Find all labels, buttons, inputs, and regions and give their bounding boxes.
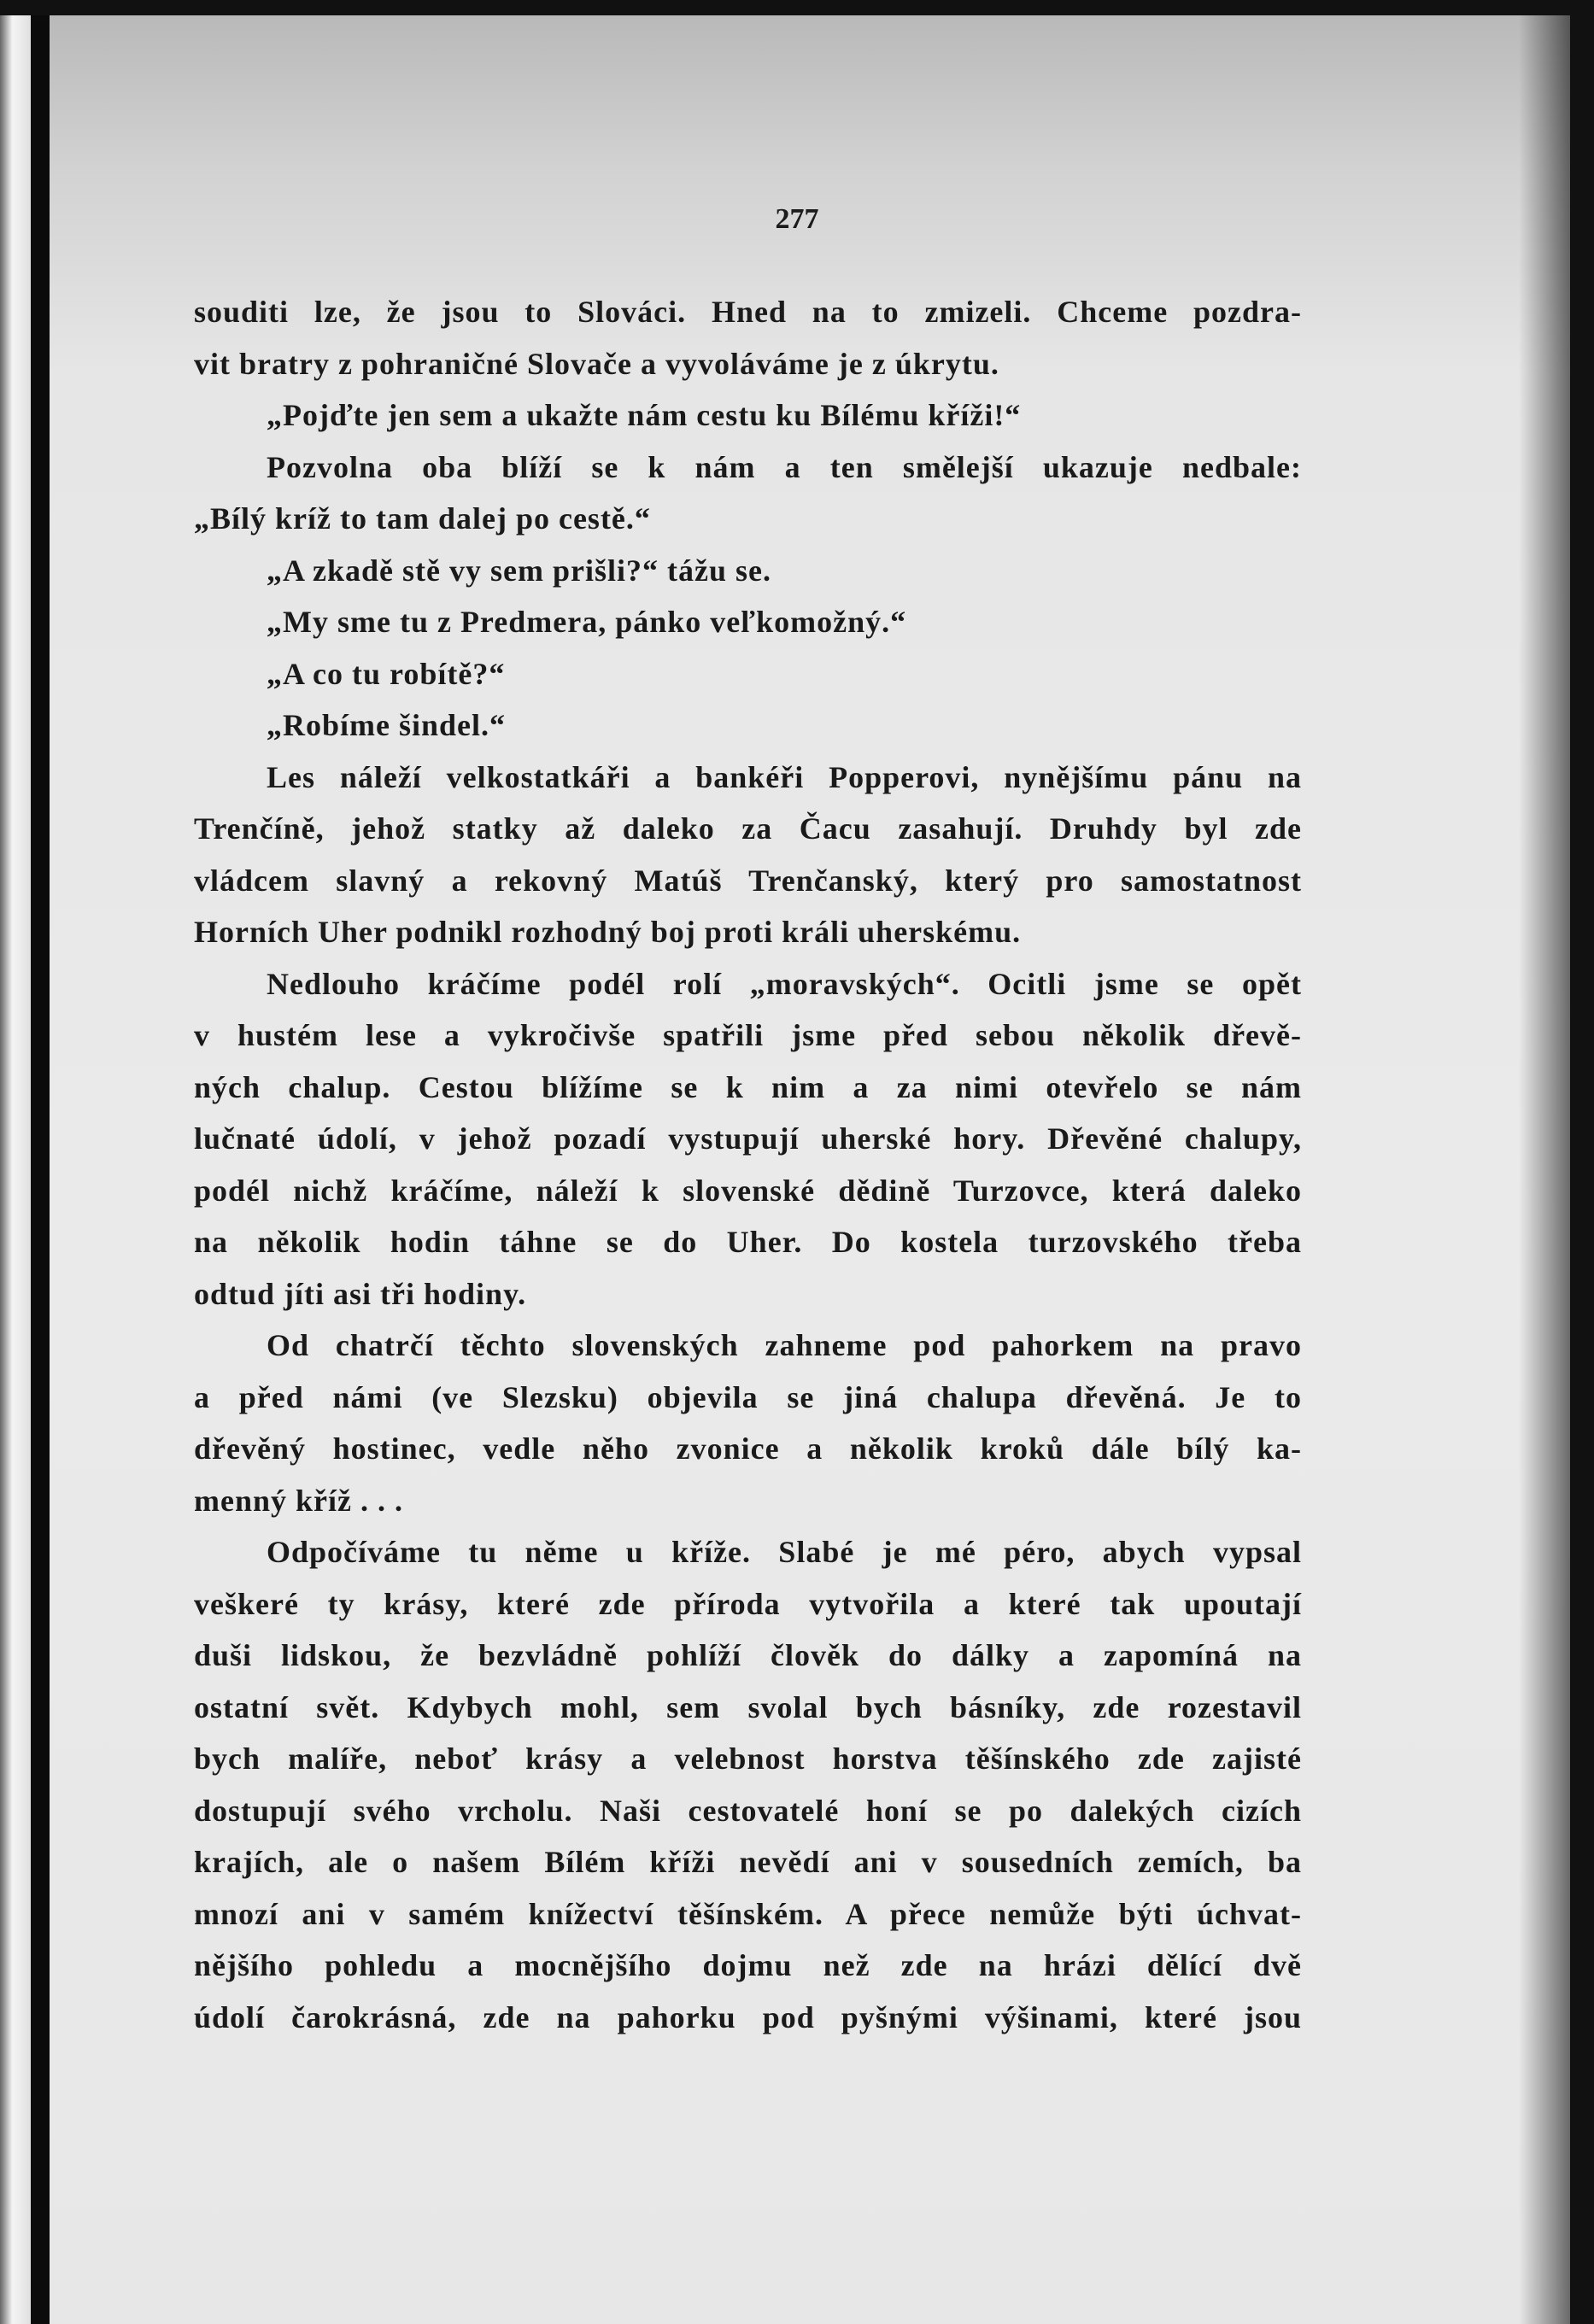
text-line: vládcem slavný a rekovný Matúš Trenčanský, který pro samostatnost xyxy=(194,863,1302,898)
text-line: Nedlouho kráčíme podél rolí „moravských“. Ocitli jsme se opět xyxy=(267,966,1302,1001)
text-line: ných chalup. Cestou blížíme se k nim a za nimi otevřelo se nám xyxy=(194,1069,1302,1104)
text-line: „A co tu robítě?“ xyxy=(267,656,506,691)
text-line: mnozí ani v samém knížectví těšínském. A přece nemůže býti úchvat- xyxy=(194,1896,1302,1931)
text-line: Odpočíváme tu něme u kříže. Slabé je mé péro, abych vypsal xyxy=(267,1535,1302,1569)
text-line: dřevěný hostinec, vedle něho zvonice a několik kroků dále bílý ka- xyxy=(194,1431,1302,1466)
text-line: Horních Uher podnikl rozhodný boj proti králi uherskému. xyxy=(194,915,1022,949)
text-line: Od chatrčí těchto slovenských zahneme pod pahorkem na pravo xyxy=(267,1328,1302,1362)
text-line: „Robíme šindel.“ xyxy=(267,708,507,742)
text-line: a před námi (ve Slezsku) objevila se jiná chalupa dřevěná. Je to xyxy=(194,1379,1302,1414)
text-line: „Pojďte jen sem a ukažte nám cestu ku Bílému kříži!“ xyxy=(267,398,1022,432)
text-line: Les náleží velkostatkáři a bankéři Popperovi, nynějšímu pánu na xyxy=(267,759,1302,794)
text-line: dostupují svého vrcholu. Naši cestovatelé honí se po dalekých cizích xyxy=(194,1793,1302,1828)
text-line: Pozvolna oba blíží se k nám a ten smělejší ukazuje nedbale: xyxy=(267,449,1302,484)
text-line: krajích, ale o našem Bílém kříži nevědí ani v sousedních zemích, ba xyxy=(194,1845,1302,1879)
text-line: veškeré ty krásy, které zde příroda vytvořila a které tak upoutají xyxy=(194,1586,1302,1621)
scan-binding-shadow xyxy=(31,15,50,2324)
text-line: lučnaté údolí, v jehož pozadí vystupují uherské hory. Dřevěné chalupy, xyxy=(194,1121,1302,1156)
text-line: na několik hodin táhne se do Uher. Do kostela turzovského třeba xyxy=(194,1225,1302,1259)
text-line: údolí čarokrásná, zde na pahorku pod pyšnými výšinami, které jsou xyxy=(194,1999,1302,2034)
page-number: 277 xyxy=(775,203,819,235)
text-line: menný kříž . . . xyxy=(194,1483,403,1518)
text-line: ostatní svět. Kdybych mohl, sem svolal bych básníky, zde rozestavil xyxy=(194,1689,1302,1724)
text-line: vit bratry z pohraničné Slovače a vyvoláváme je z úkrytu. xyxy=(194,346,999,381)
text-line: souditi lze, že jsou to Slováci. Hned na to zmizeli. Chceme pozdra- xyxy=(194,295,1302,329)
text-line: duši lidskou, že bezvládně pohlíží člověk do dálky a zapomíná na xyxy=(194,1638,1302,1672)
text-line: nějšího pohledu a mocnějšího dojmu než zde na hrázi dělící dvě xyxy=(194,1948,1302,1982)
text-line: odtud jíti asi tři hodiny. xyxy=(194,1276,527,1311)
text-line: bych malíře, neboť krásy a velebnost horstva těšínského zde zajisté xyxy=(194,1742,1302,1776)
text-line: „My sme tu z Predmera, pánko veľkomožný.“ xyxy=(267,605,907,639)
scan-left-edge xyxy=(0,15,31,2324)
body-text xyxy=(194,286,1302,2043)
text-line: „Bílý kríž to tam dalej po cestě.“ xyxy=(194,501,651,536)
text-line: „A zkadě stě vy sem prišli?“ tážu se. xyxy=(267,553,771,588)
text-line: v hustém lese a vykročivše spatřili jsme před sebou několik dřevě- xyxy=(194,1018,1302,1052)
text-line: podél nichž kráčíme, náleží k slovenské dědině Turzovce, která daleko xyxy=(194,1173,1302,1208)
text-line: Trenčíně, jehož statky až daleko za Čacu zasahují. Druhdy byl zde xyxy=(194,811,1302,846)
